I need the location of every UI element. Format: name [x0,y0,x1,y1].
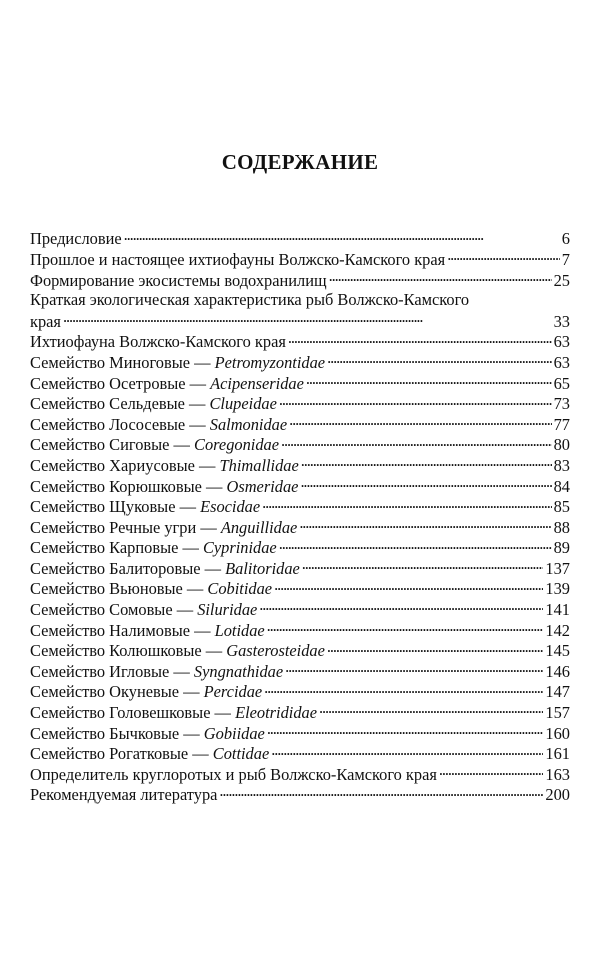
leader-dots [319,702,543,718]
toc-entry-family[interactable] [30,455,570,476]
leader-dots [259,599,543,615]
toc-entry-family[interactable] [30,722,570,743]
leader-dots [279,537,552,553]
toc-entry-latin: Cottidae [212,744,270,764]
toc-entry-latin: Balitoridae [225,558,300,578]
leader-dots [267,722,544,738]
toc-entry-page: 7 [561,249,570,269]
toc-entry-page: 73 [553,394,570,414]
toc-entry-family[interactable] [30,743,570,764]
toc-entry-title: Семейство Балиторовые — [30,558,226,578]
toc-entry-page: 141 [545,600,570,620]
toc-entry[interactable] [30,763,570,784]
leader-dots [301,455,552,471]
toc-entry-title: Семейство Осетровые — [30,373,211,393]
toc-entry-latin: Siluridae [197,600,258,620]
toc-entry-title: Прошлое и настоящее ихтиофауны Волжско-Камского края [30,249,446,269]
toc-entry-family[interactable] [30,702,570,723]
toc-entry-title: Ихтиофауна Волжско-Камского края [30,332,286,352]
toc-entry-page: 63 [553,352,570,372]
toc-entry-page: 142 [545,620,570,640]
toc-entry-page: 146 [545,661,570,681]
toc-entry-title: Семейство Рогатковые — [30,744,213,764]
toc-entry-latin: Petromyzontidae [214,352,326,372]
toc-entry-title: Семейство Щуковые — [30,497,201,517]
toc-entry-page: 163 [545,764,570,784]
toc-entry-latin: Coregonidae [194,435,279,455]
toc-entry-family[interactable] [30,681,570,702]
toc-entry[interactable] [30,331,570,352]
toc-entry-page: 139 [545,579,570,599]
toc-entry-page: 25 [553,270,570,290]
toc-entry-page: 85 [553,497,570,517]
toc-entry-page: 88 [553,517,570,537]
toc-entry-page: 77 [553,414,570,434]
toc-entry-page: 80 [553,435,570,455]
toc-entry-title: Семейство Колюшковые — [30,641,227,661]
toc-entry-family[interactable] [30,558,570,579]
toc-entry[interactable] [30,249,570,270]
leader-dots [306,372,552,388]
leader-dots [447,249,560,265]
toc-entry-latin: Lotidae [214,620,265,640]
toc-entry-line1[interactable] [30,290,570,311]
toc-entry-latin: Percidae [203,682,263,702]
toc-entry-title: Семейство Головешковые — [30,703,236,723]
toc-entry-preface[interactable] [30,228,570,249]
table-of-contents [30,228,570,805]
toc-entry-title: Рекомендуемая литература [30,785,218,805]
toc-entry-title: Семейство Сиговые — [30,435,195,455]
toc-entry-title: Семейство Речные угри — [30,517,221,537]
toc-entry-latin: Syngnathidae [193,661,284,681]
toc-entry-title: Семейство Игловые — [30,661,194,681]
page-title: СОДЕРЖАНИЕ [221,150,379,174]
leader-dots [329,269,552,285]
leader-dots [279,393,552,409]
toc-entry-latin: Osmeridae [226,476,299,496]
leader-dots [124,228,560,244]
toc-entry-title: Формирование экосистемы водохранилищ [30,270,327,290]
toc-entry-latin: Anguillidae [220,517,298,537]
toc-entry-page: 145 [545,641,570,661]
toc-entry-family[interactable] [30,640,570,661]
toc-entry-title: Семейство Окуневые — [30,682,204,702]
leader-dots [264,681,543,697]
toc-entry[interactable] [30,269,570,290]
toc-entry-title: Семейство Корюшковые — [30,476,227,496]
toc-entry-page: 137 [545,558,570,578]
toc-entry-title: Семейство Сомовые — [30,600,198,620]
toc-entry-page: 89 [553,538,570,558]
toc-entry-latin: Esocidae [200,497,261,517]
toc-entry[interactable] [30,784,570,805]
toc-entry-page: 6 [561,229,570,249]
leader-dots [327,352,552,368]
toc-entry-family[interactable] [30,619,570,640]
leader-dots [262,496,551,512]
leader-dots [300,475,551,491]
leader-dots [219,784,543,800]
toc-entry-title: Семейство Сельдевые — [30,394,210,414]
toc-entry-family[interactable] [30,393,570,414]
toc-entry-page: 84 [553,476,570,496]
toc-entry-latin: Cobitidae [207,579,273,599]
toc-entry-title: Семейство Налимовые — [30,620,215,640]
leader-dots [327,640,544,656]
toc-entry-title: Семейство Вьюновые — [30,579,208,599]
toc-entry-title: края [30,311,61,331]
leader-dots [289,413,551,429]
toc-entry-family[interactable] [30,537,570,558]
leader-dots [281,434,552,450]
toc-entry-page: 63 [553,332,570,352]
toc-entry-latin: Cyprinidae [202,538,277,558]
leader-dots [288,331,552,347]
toc-entry-latin: Gobiidae [203,723,265,743]
toc-entry-family[interactable] [30,578,570,599]
toc-entry-latin: Salmonidae [209,414,288,434]
toc-entry-page: 161 [545,744,570,764]
toc-entry-family[interactable] [30,660,570,681]
toc-entry-page: 147 [545,682,570,702]
toc-entry-page: 157 [545,703,570,723]
toc-entry-family[interactable] [30,372,570,393]
leader-dots [299,516,551,532]
toc-entry-page: 83 [553,455,570,475]
toc-entry-family[interactable] [30,599,570,620]
toc-entry-family[interactable] [30,475,570,496]
toc-entry-title: Семейство Бычковые — [30,723,204,743]
leader-dots [274,578,543,594]
toc-entry-latin: Eleotrididae [235,703,317,723]
leader-dots [63,310,552,326]
toc-entry-title: Предисловие [30,229,122,249]
toc-entry-title: Семейство Лососевые — [30,414,210,434]
toc-entry-page: 33 [553,311,570,331]
leader-dots [439,763,544,779]
toc-entry-family[interactable] [30,434,570,455]
toc-entry-title: Семейство Карповые — [30,538,203,558]
toc-entry-title-line1: Краткая экологическая характеристика рыб Волжско-Камского [30,289,470,309]
toc-entry-latin: Gasterosteidae [226,641,325,661]
toc-entry-title: Семейство Миноговые — [30,352,215,372]
leader-dots [267,619,544,635]
leader-dots [285,660,543,676]
toc-entry-page: 160 [545,723,570,743]
toc-entry-latin: Acipenseridae [210,373,304,393]
leader-dots [302,558,544,574]
toc-entry-latin: Clupeidae [209,394,277,414]
toc-entry-family[interactable] [30,352,570,373]
toc-entry-page: 65 [553,373,570,393]
toc-entry-page: 200 [545,785,570,805]
leader-dots [271,743,543,759]
toc-entry-title: Определитель круглоротых и рыб Волжско-Камского края [30,764,437,784]
toc-entry-family[interactable] [30,496,570,517]
toc-entry-latin: Thimallidae [219,455,299,475]
toc-entry[interactable] [30,310,570,331]
toc-entry-title: Семейство Хариусовые — [30,455,220,475]
toc-entry-family[interactable] [30,413,570,434]
toc-entry-family[interactable] [30,516,570,537]
